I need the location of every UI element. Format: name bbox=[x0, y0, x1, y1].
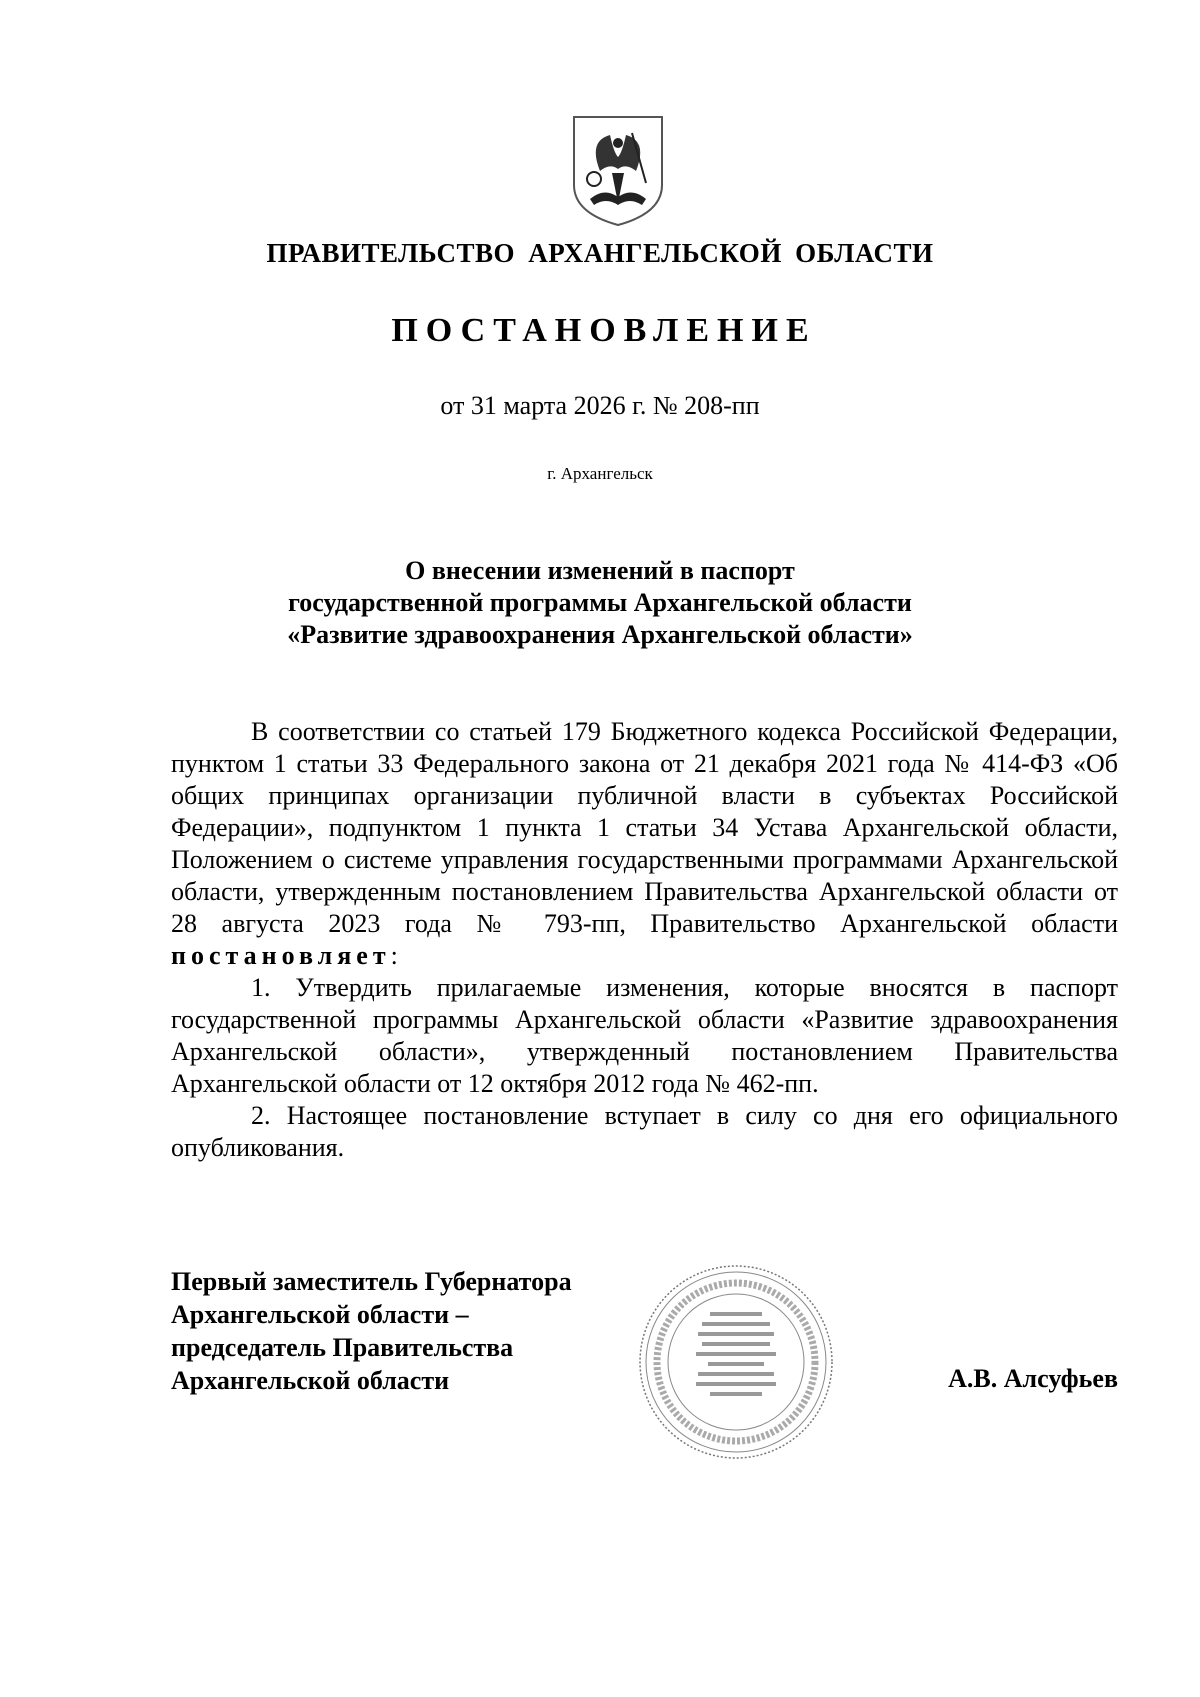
preamble-paragraph bbox=[171, 716, 1118, 972]
title-line: О внесении изменений в паспорт bbox=[405, 556, 795, 585]
title-line: государственной программы Архангельской области bbox=[288, 588, 912, 617]
position-line: Архангельской области – bbox=[171, 1300, 469, 1329]
position-line: Первый заместитель Губернатора bbox=[171, 1267, 572, 1296]
signatory-name: А.В. Алсуфьев bbox=[948, 1364, 1118, 1393]
signatory-position bbox=[171, 1265, 572, 1397]
document-title bbox=[175, 555, 1025, 651]
document-type: ПОСТАНОВЛЕНИЕ bbox=[391, 312, 817, 349]
decree-colon: : bbox=[390, 941, 398, 970]
item-1-paragraph: 1. Утвердить прилагаемые изменения, которые вносятся в паспорт государственной программы Архангельской области «Развитие здравоохранения Архангельской области», утвержденный постановлением Правительства Архангельской области от 12 октября 2012 года № 462-пп. bbox=[171, 973, 1118, 1098]
arkhangelsk-coat-of-arms-icon bbox=[570, 113, 666, 229]
government-name: ПРАВИТЕЛЬСТВО АРХАНГЕЛЬСКОЙ ОБЛАСТИ bbox=[266, 238, 934, 268]
decree-word: постановляет bbox=[171, 941, 391, 970]
preamble-text: В соответствии со статьей 179 Бюджетного кодекса Российской Федерации, пунктом 1 статьи 33 Федерального закона от 21 декабря 2021 года № 414-ФЗ «Об общих принципах организации публичной власти в субъектах Российской Федерации», подпунктом 1 пункта 1 статьи 34 Устава Архангельской области, Положением о системе управления государственными программами Архангельской области, утвержденным постановлением Правительства Архангельской области от 28 августа 2023 года № 793-пп, Правительство Архангельской области bbox=[171, 717, 1118, 938]
document-city: г. Архангельск bbox=[547, 464, 653, 483]
position-line: председатель Правительства bbox=[171, 1333, 514, 1362]
official-seal-icon bbox=[636, 1262, 836, 1462]
document-body bbox=[171, 716, 1118, 1164]
position-line: Архангельской области bbox=[171, 1366, 450, 1395]
title-line: «Развитие здравоохранения Архангельской области» bbox=[287, 620, 913, 649]
document-date-number: от 31 марта 2026 г. № 208-пп bbox=[440, 391, 760, 420]
item-2-paragraph: 2. Настоящее постановление вступает в силу со дня его официального опубликования. bbox=[171, 1101, 1118, 1162]
